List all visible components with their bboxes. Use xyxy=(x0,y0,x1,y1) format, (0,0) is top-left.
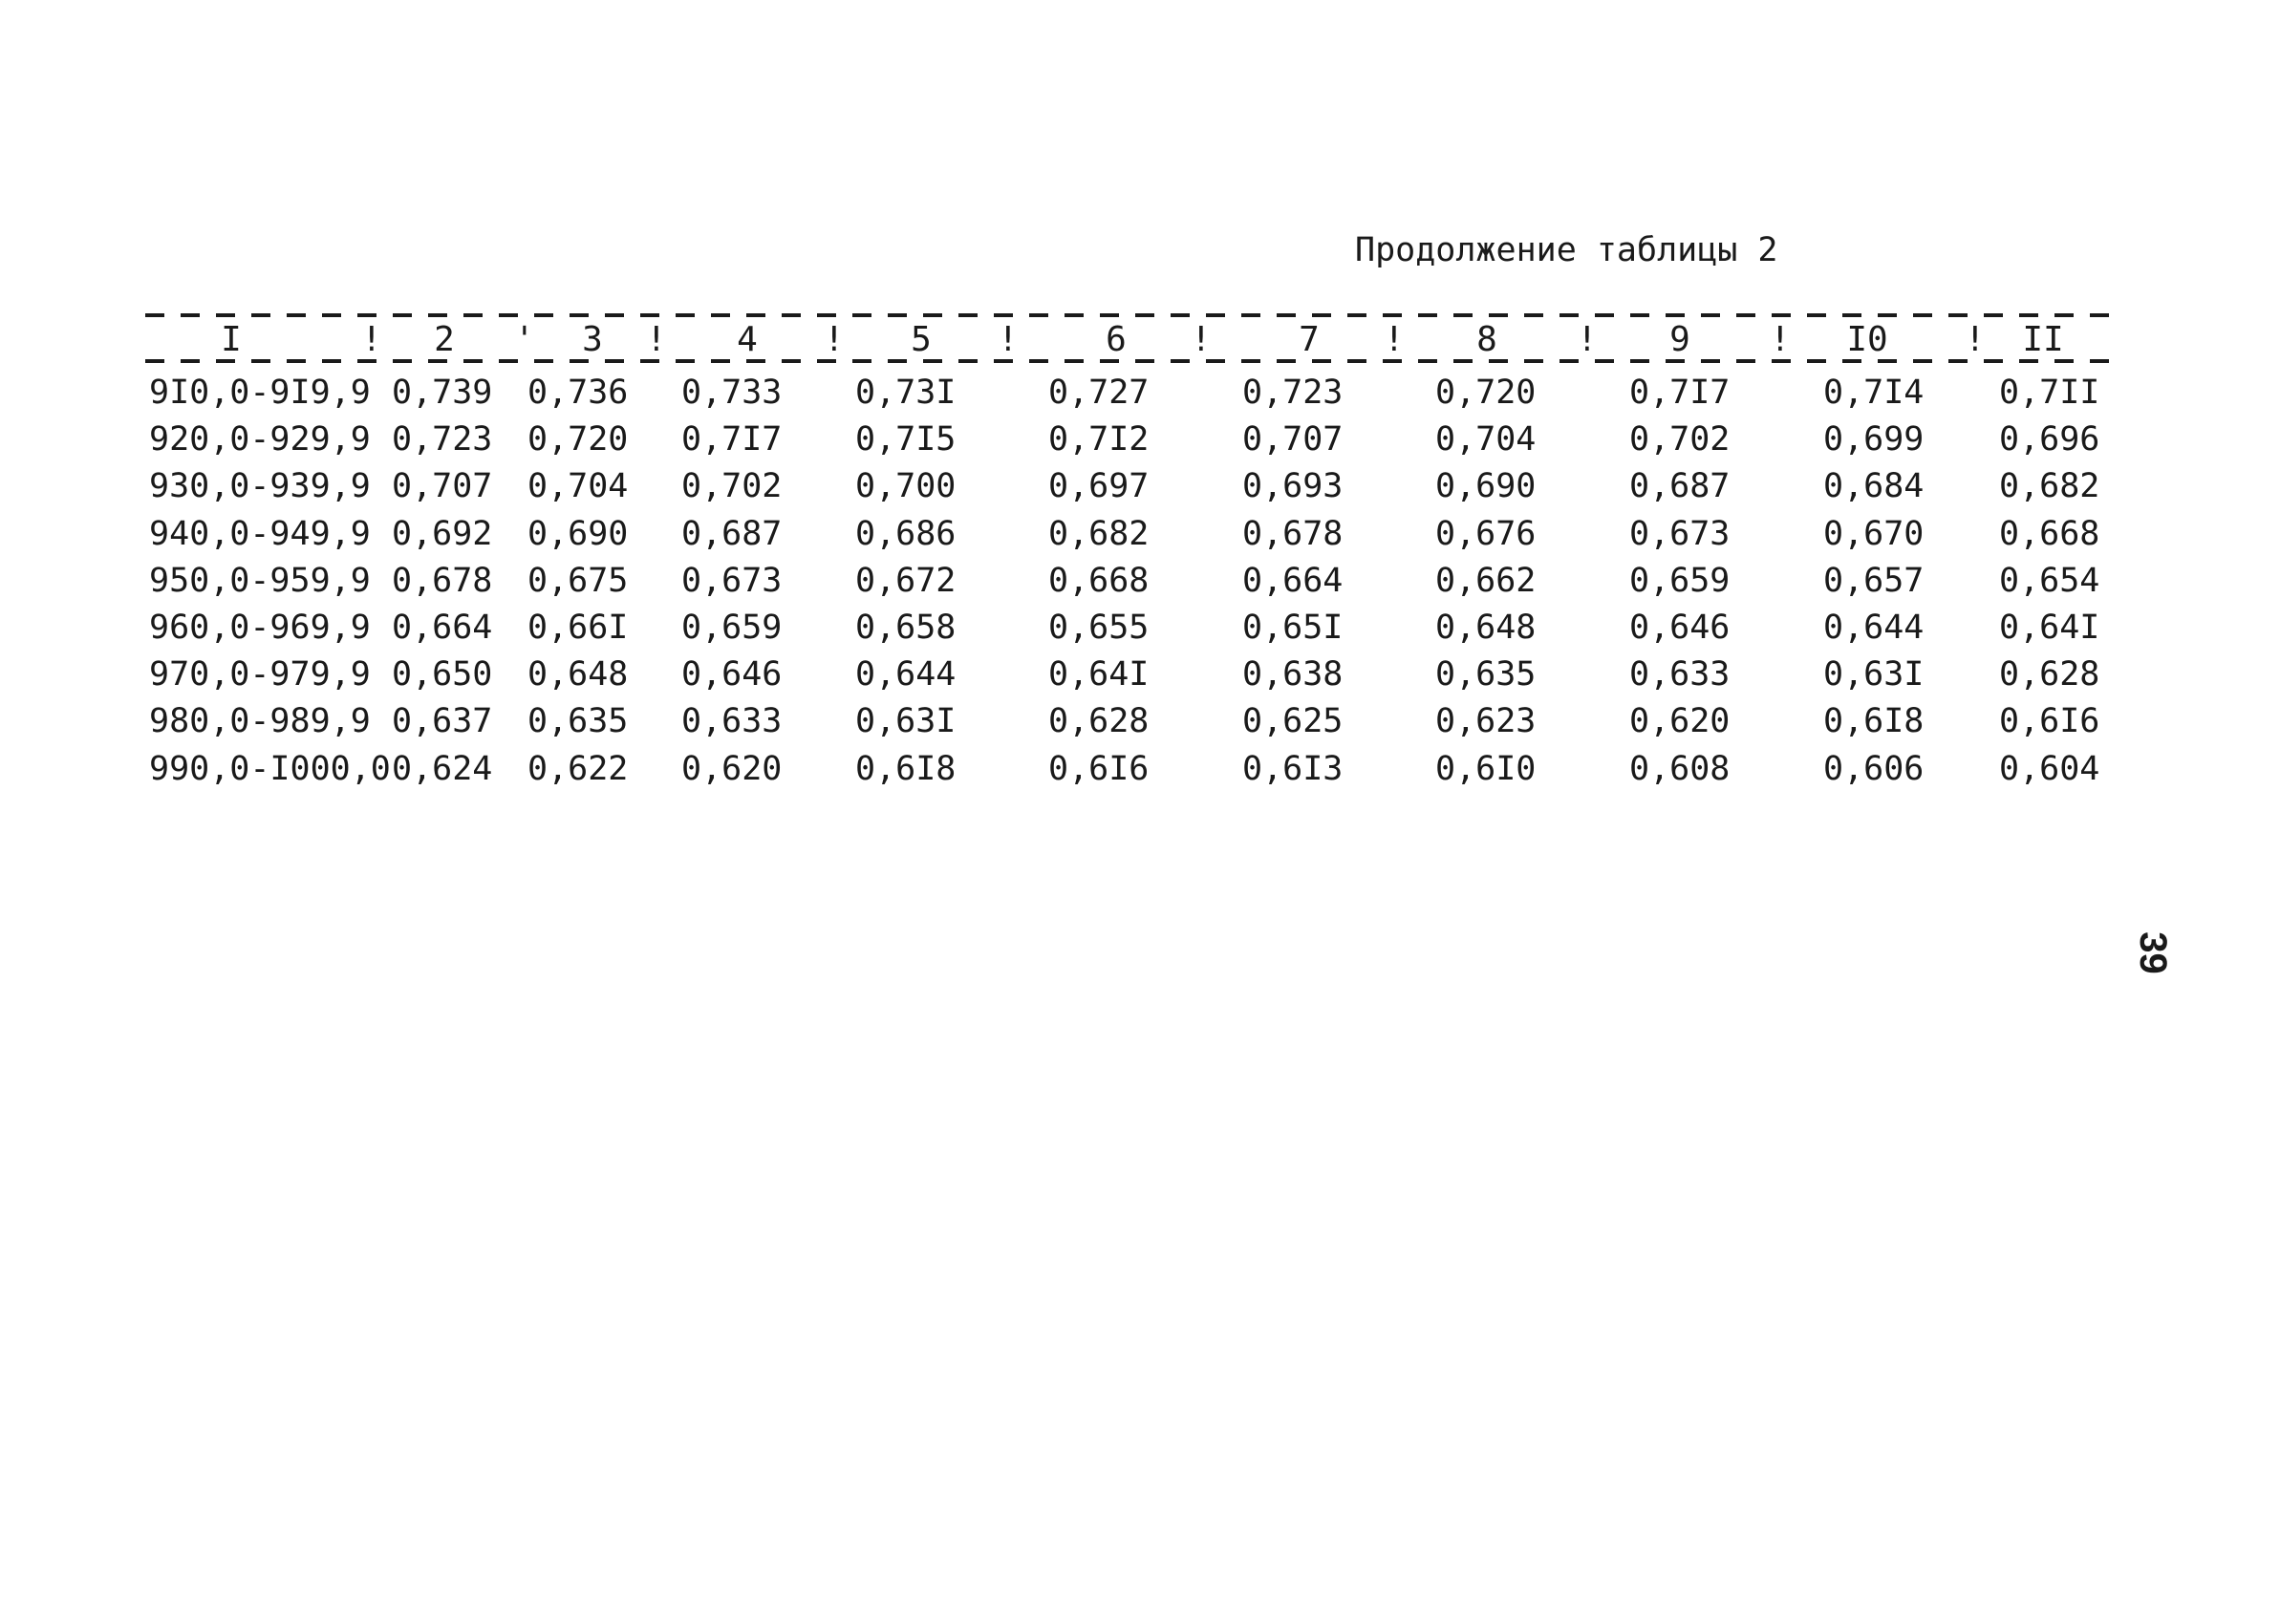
value-cell: 0,7I2 xyxy=(1048,420,1150,459)
value-cell: 0,723 xyxy=(1242,374,1344,412)
value-cell: 0,623 xyxy=(1435,702,1537,741)
header-col-1: I xyxy=(221,320,242,359)
value-cell: 0,63I xyxy=(1823,655,1925,694)
value-cell: 0,6I8 xyxy=(1823,702,1925,741)
value-cell: 0,704 xyxy=(527,467,629,506)
table-row xyxy=(0,558,2280,605)
value-cell: 0,7I7 xyxy=(1629,374,1731,412)
value-cell: 0,6I0 xyxy=(1435,749,1537,788)
column-separator: ' xyxy=(514,320,535,359)
value-cell: 0,6I8 xyxy=(855,749,957,788)
header-col-6: 6 xyxy=(1106,320,1127,359)
value-cell: 0,668 xyxy=(1048,561,1150,600)
value-cell: 0,6I3 xyxy=(1242,749,1344,788)
value-cell: 0,606 xyxy=(1823,749,1925,788)
header-col-9: 9 xyxy=(1669,320,1690,359)
value-cell: 0,664 xyxy=(392,609,493,647)
value-cell: 0,687 xyxy=(1629,467,1731,506)
value-cell: 0,727 xyxy=(1048,374,1150,412)
value-cell: 0,673 xyxy=(681,561,783,600)
value-cell: 0,648 xyxy=(527,655,629,694)
value-cell: 0,655 xyxy=(1048,609,1150,647)
value-cell: 0,676 xyxy=(1435,514,1537,553)
header-col-2: 2 xyxy=(434,320,455,359)
value-cell: 0,624 xyxy=(392,749,493,788)
value-cell: 0,7I4 xyxy=(1823,374,1925,412)
table-row xyxy=(0,605,2280,652)
value-cell: 0,620 xyxy=(1629,702,1731,741)
table-row xyxy=(0,463,2280,510)
value-cell: 0,628 xyxy=(1048,702,1150,741)
value-cell: 0,620 xyxy=(681,749,783,788)
column-separator: ! xyxy=(361,320,382,359)
table-row xyxy=(0,370,2280,417)
value-cell: 0,659 xyxy=(1629,561,1731,600)
value-cell: 0,638 xyxy=(1242,655,1344,694)
value-cell: 0,73I xyxy=(855,374,957,412)
value-cell: 0,696 xyxy=(1999,420,2100,459)
value-cell: 0,6I6 xyxy=(1048,749,1150,788)
value-cell: 0,690 xyxy=(527,514,629,553)
value-cell: 0,644 xyxy=(1823,609,1925,647)
header-col-3: 3 xyxy=(582,320,603,359)
column-separator: ! xyxy=(998,320,1019,359)
value-cell: 0,670 xyxy=(1823,514,1925,553)
value-cell: 0,644 xyxy=(855,655,957,694)
range-cell: 940,0-949,9 xyxy=(149,514,371,553)
value-cell: 0,6I6 xyxy=(1999,702,2100,741)
value-cell: 0,697 xyxy=(1048,467,1150,506)
column-separator: ! xyxy=(1770,320,1791,359)
value-cell: 0,682 xyxy=(1999,467,2100,506)
value-cell: 0,64I xyxy=(1048,655,1150,694)
value-cell: 0,739 xyxy=(392,374,493,412)
header-col-4: 4 xyxy=(737,320,758,359)
column-separator: ! xyxy=(1384,320,1405,359)
value-cell: 0,687 xyxy=(681,514,783,553)
header-col-10: I0 xyxy=(1846,320,1888,359)
value-cell: 0,7I5 xyxy=(855,420,957,459)
value-cell: 0,654 xyxy=(1999,561,2100,600)
range-cell: 930,0-939,9 xyxy=(149,467,371,506)
value-cell: 0,699 xyxy=(1823,420,1925,459)
value-cell: 0,672 xyxy=(855,561,957,600)
value-cell: 0,65I xyxy=(1242,609,1344,647)
value-cell: 0,702 xyxy=(1629,420,1731,459)
value-cell: 0,659 xyxy=(681,609,783,647)
range-cell: 980,0-989,9 xyxy=(149,702,371,741)
value-cell: 0,692 xyxy=(392,514,493,553)
header-col-7: 7 xyxy=(1299,320,1320,359)
value-cell: 0,675 xyxy=(527,561,629,600)
value-cell: 0,707 xyxy=(392,467,493,506)
value-cell: 0,63I xyxy=(855,702,957,741)
value-cell: 0,646 xyxy=(1629,609,1731,647)
column-separator: ! xyxy=(1965,320,1986,359)
value-cell: 0,7I7 xyxy=(681,420,783,459)
value-cell: 0,635 xyxy=(1435,655,1537,694)
value-cell: 0,700 xyxy=(855,467,957,506)
value-cell: 0,686 xyxy=(855,514,957,553)
table-row xyxy=(0,746,2280,793)
value-cell: 0,673 xyxy=(1629,514,1731,553)
value-cell: 0,664 xyxy=(1242,561,1344,600)
value-cell: 0,684 xyxy=(1823,467,1925,506)
range-cell: 970,0-979,9 xyxy=(149,655,371,694)
value-cell: 0,633 xyxy=(1629,655,1731,694)
value-cell: 0,678 xyxy=(392,561,493,600)
value-cell: 0,658 xyxy=(855,609,957,647)
value-cell: 0,622 xyxy=(527,749,629,788)
table-top-rule xyxy=(145,313,2125,317)
value-cell: 0,704 xyxy=(1435,420,1537,459)
table-row xyxy=(0,698,2280,745)
range-cell: 990,0-I000,0 xyxy=(149,749,391,788)
table-row xyxy=(0,511,2280,558)
value-cell: 0,668 xyxy=(1999,514,2100,553)
value-cell: 0,690 xyxy=(1435,467,1537,506)
value-cell: 0,646 xyxy=(681,655,783,694)
column-separator: ! xyxy=(1191,320,1212,359)
table-row xyxy=(0,652,2280,698)
value-cell: 0,604 xyxy=(1999,749,2100,788)
header-col-11: II xyxy=(2022,320,2064,359)
value-cell: 0,648 xyxy=(1435,609,1537,647)
range-cell: 920,0-929,9 xyxy=(149,420,371,459)
table-caption: Продолжение таблицы 2 xyxy=(1355,231,1778,269)
value-cell: 0,7II xyxy=(1999,374,2100,412)
range-cell: 960,0-969,9 xyxy=(149,609,371,647)
value-cell: 0,657 xyxy=(1823,561,1925,600)
value-cell: 0,625 xyxy=(1242,702,1344,741)
value-cell: 0,650 xyxy=(392,655,493,694)
value-cell: 0,608 xyxy=(1629,749,1731,788)
value-cell: 0,707 xyxy=(1242,420,1344,459)
value-cell: 0,693 xyxy=(1242,467,1344,506)
value-cell: 0,720 xyxy=(1435,374,1537,412)
value-cell: 0,64I xyxy=(1999,609,2100,647)
page-number: 39 xyxy=(2131,931,2174,974)
range-cell: 950,0-959,9 xyxy=(149,561,371,600)
value-cell: 0,662 xyxy=(1435,561,1537,600)
value-cell: 0,635 xyxy=(527,702,629,741)
value-cell: 0,637 xyxy=(392,702,493,741)
value-cell: 0,723 xyxy=(392,420,493,459)
column-separator: ! xyxy=(646,320,667,359)
value-cell: 0,733 xyxy=(681,374,783,412)
value-cell: 0,682 xyxy=(1048,514,1150,553)
range-cell: 9I0,0-9I9,9 xyxy=(149,374,371,412)
header-col-5: 5 xyxy=(911,320,932,359)
header-col-8: 8 xyxy=(1476,320,1497,359)
value-cell: 0,678 xyxy=(1242,514,1344,553)
column-separator: ! xyxy=(824,320,845,359)
value-cell: 0,736 xyxy=(527,374,629,412)
table-header-rule xyxy=(145,359,2125,363)
value-cell: 0,720 xyxy=(527,420,629,459)
value-cell: 0,702 xyxy=(681,467,783,506)
value-cell: 0,633 xyxy=(681,702,783,741)
column-separator: ! xyxy=(1577,320,1598,359)
value-cell: 0,628 xyxy=(1999,655,2100,694)
table-row xyxy=(0,417,2280,463)
value-cell: 0,66I xyxy=(527,609,629,647)
